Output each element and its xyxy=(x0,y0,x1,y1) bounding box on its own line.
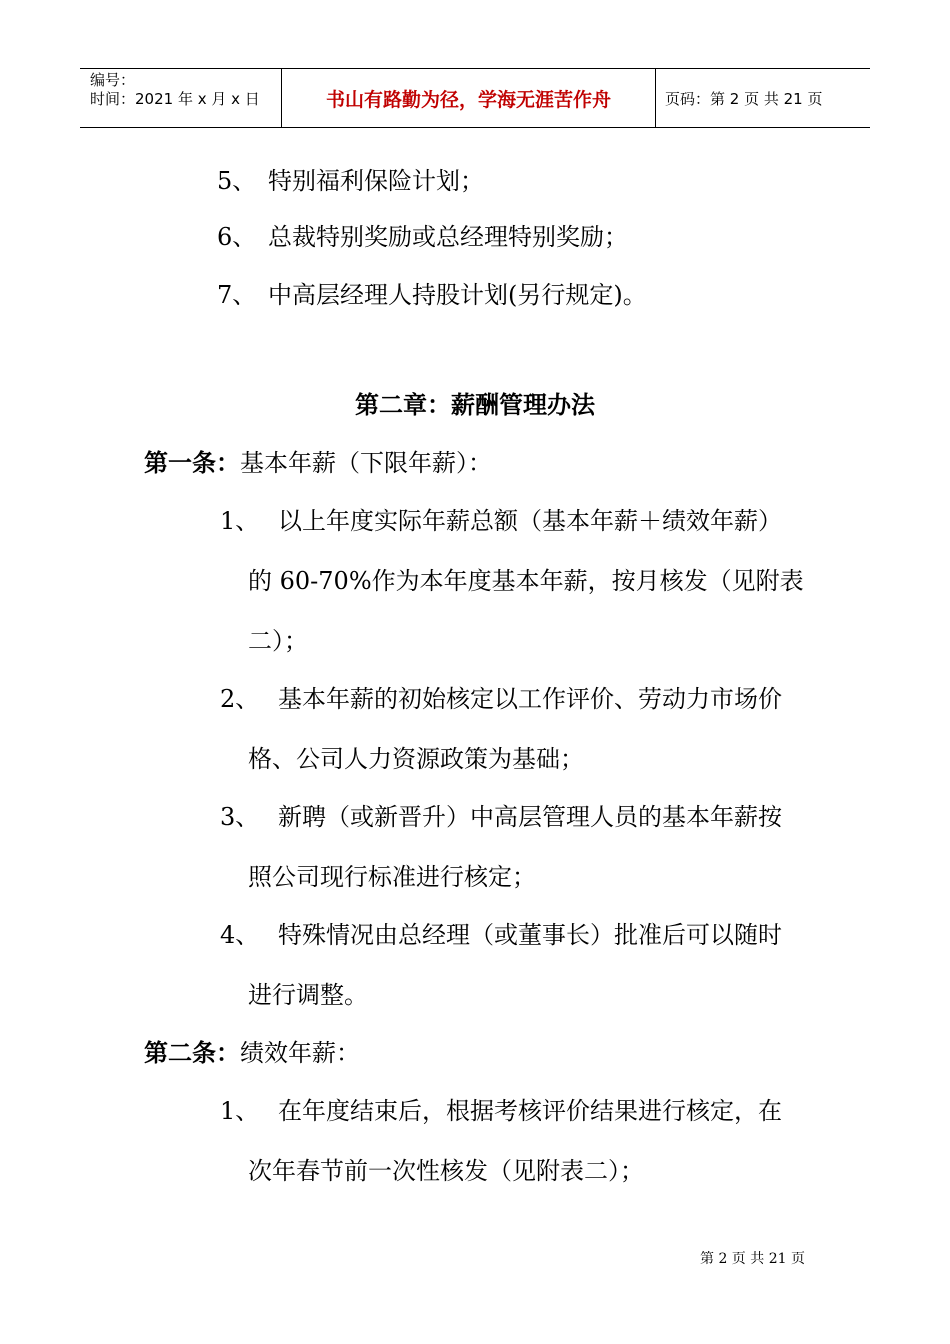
item-number: 3、 xyxy=(220,803,260,831)
article-heading xyxy=(144,448,492,478)
item-number: 1、 xyxy=(220,1097,260,1125)
article-label: 第一条： xyxy=(144,449,240,477)
page-header xyxy=(80,68,870,128)
item-line: 进行调整。 xyxy=(248,981,368,1009)
article-title: 绩效年薪： xyxy=(240,1039,360,1067)
item-line: 特殊情况由总经理（或董事长）批准后可以随时 xyxy=(278,921,782,949)
item-line: 基本年薪的初始核定以工作评价、劳动力市场价 xyxy=(278,685,782,713)
header-serial: 编号： xyxy=(90,71,136,89)
header-date: 时间：2021 年 x 月 x 日 xyxy=(90,90,260,108)
article-label: 第二条： xyxy=(144,1039,240,1067)
item-line: 次年春节前一次性核发（见附表二）； xyxy=(248,1157,644,1185)
item-line: 新聘（或新晋升）中高层管理人员的基本年薪按 xyxy=(278,803,782,831)
item-line: 照公司现行标准进行核定； xyxy=(248,863,536,891)
header-page-info: 页码：第 2 页 共 21 页 xyxy=(665,89,823,108)
list-item-text: 总裁特别奖励或总经理特别奖励； xyxy=(268,223,628,251)
article-title: 基本年薪（下限年薪）： xyxy=(240,449,492,477)
header-meta xyxy=(80,69,282,127)
chapter-title: 第二章：薪酬管理办法 xyxy=(355,391,595,419)
item-line: 格、公司人力资源政策为基础； xyxy=(248,745,584,773)
list-item-number: 6、 xyxy=(217,223,257,251)
list-item-number: 5、 xyxy=(217,167,257,195)
item-number: 4、 xyxy=(220,921,260,949)
item-line: 以上年度实际年薪总额（基本年薪＋绩效年薪） xyxy=(278,507,782,535)
page-footer: 第 2 页 共 21 页 xyxy=(700,1251,805,1267)
item-line: 二）； xyxy=(248,627,308,655)
header-motto: 书山有路勤为径，学海无涯苦作舟 xyxy=(282,69,656,127)
item-line: 在年度结束后，根据考核评价结果进行核定，在 xyxy=(278,1097,782,1125)
list-item-text: 特别福利保险计划； xyxy=(268,167,484,195)
item-line: 的 60-70%作为本年度基本年薪，按月核发（见附表 xyxy=(248,567,804,595)
list-item-text: 中高层经理人持股计划(另行规定)。 xyxy=(268,281,647,309)
article-heading xyxy=(144,1038,360,1068)
item-number: 2、 xyxy=(220,685,260,713)
list-item-number: 7、 xyxy=(217,281,257,309)
item-number: 1、 xyxy=(220,507,260,535)
